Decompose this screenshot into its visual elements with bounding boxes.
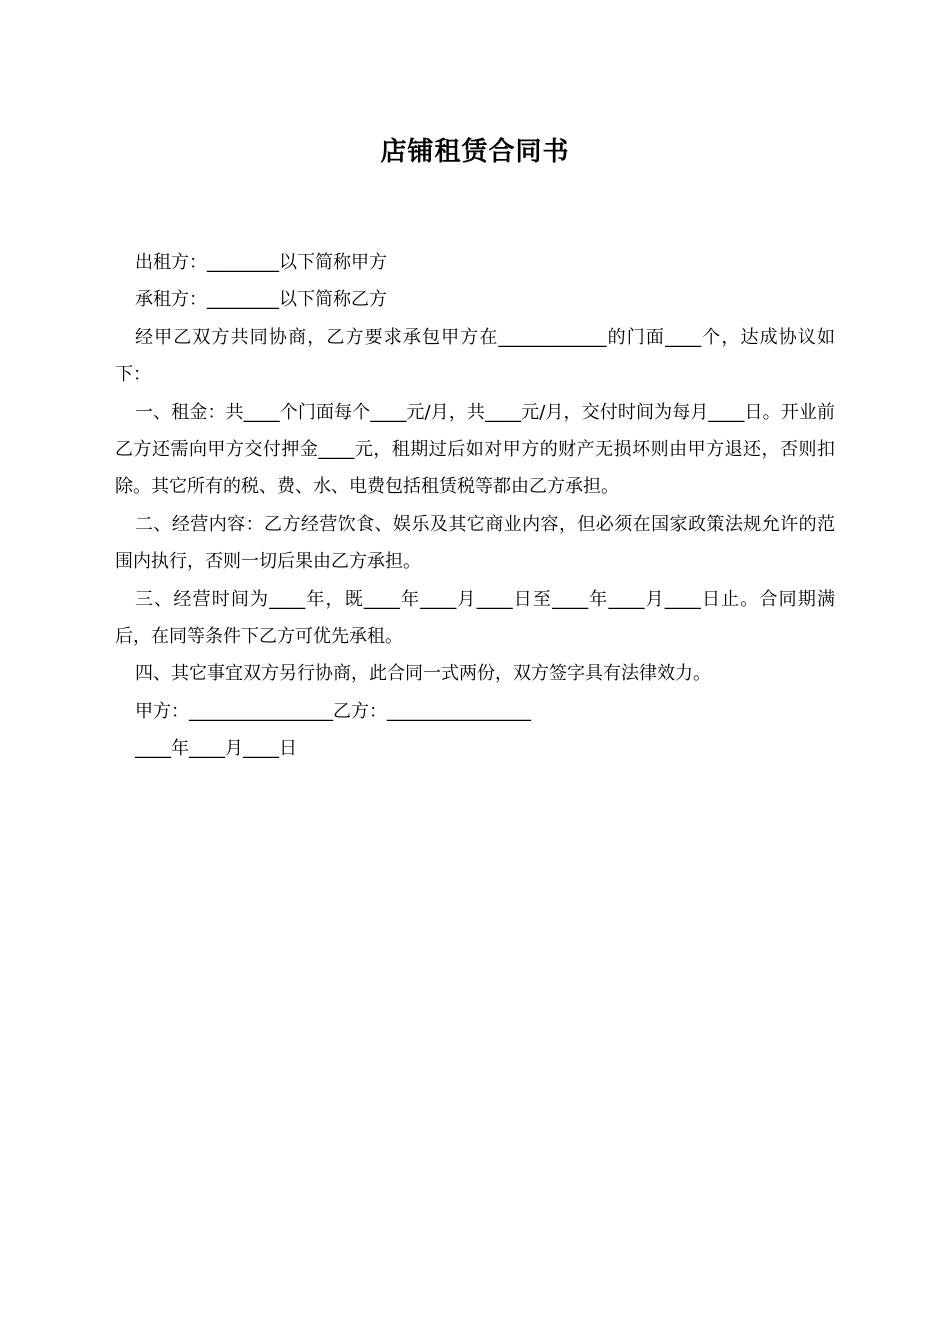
document-title: 店铺租赁合同书 <box>380 137 570 167</box>
lessee-line: 承租方：________以下简称乙方 <box>135 289 387 311</box>
clause-other-matters: 四、其它事宜双方另行协商，此合同一式两份，双方签字具有法律效力。 <box>135 663 711 685</box>
clause-rent: 一、租金：共____个门面每个____元/月，共____元/月，交付时间为每月____日。开业前乙方还需向甲方交付押金____元，租期过后如对甲方的财产无损坏则由甲方退还，否则扣除。其它所有的税、费、水、电费包括租赁税等都由乙方承担。 <box>115 401 835 498</box>
document-body <box>115 244 835 768</box>
date-line: ____年____月____日 <box>135 738 297 760</box>
clause-lease-term: 三、经营时间为____年，既____年____月____日至____年____月____日止。合同期满后，在同等条件下乙方可优先承租。 <box>115 588 835 648</box>
agreement-intro: 经甲乙双方共同协商，乙方要求承包甲方在____________的门面____个，达成协议如下： <box>115 326 835 386</box>
lessor-line: 出租方：________以下简称甲方 <box>135 252 387 273</box>
signature-line: 甲方：________________乙方：________________ <box>135 700 531 722</box>
clause-business-scope: 二、经营内容：乙方经营饮食、娱乐及其它商业内容，但必须在国家政策法规允许的范围内执行，否则一切后果由乙方承担。 <box>115 513 835 573</box>
